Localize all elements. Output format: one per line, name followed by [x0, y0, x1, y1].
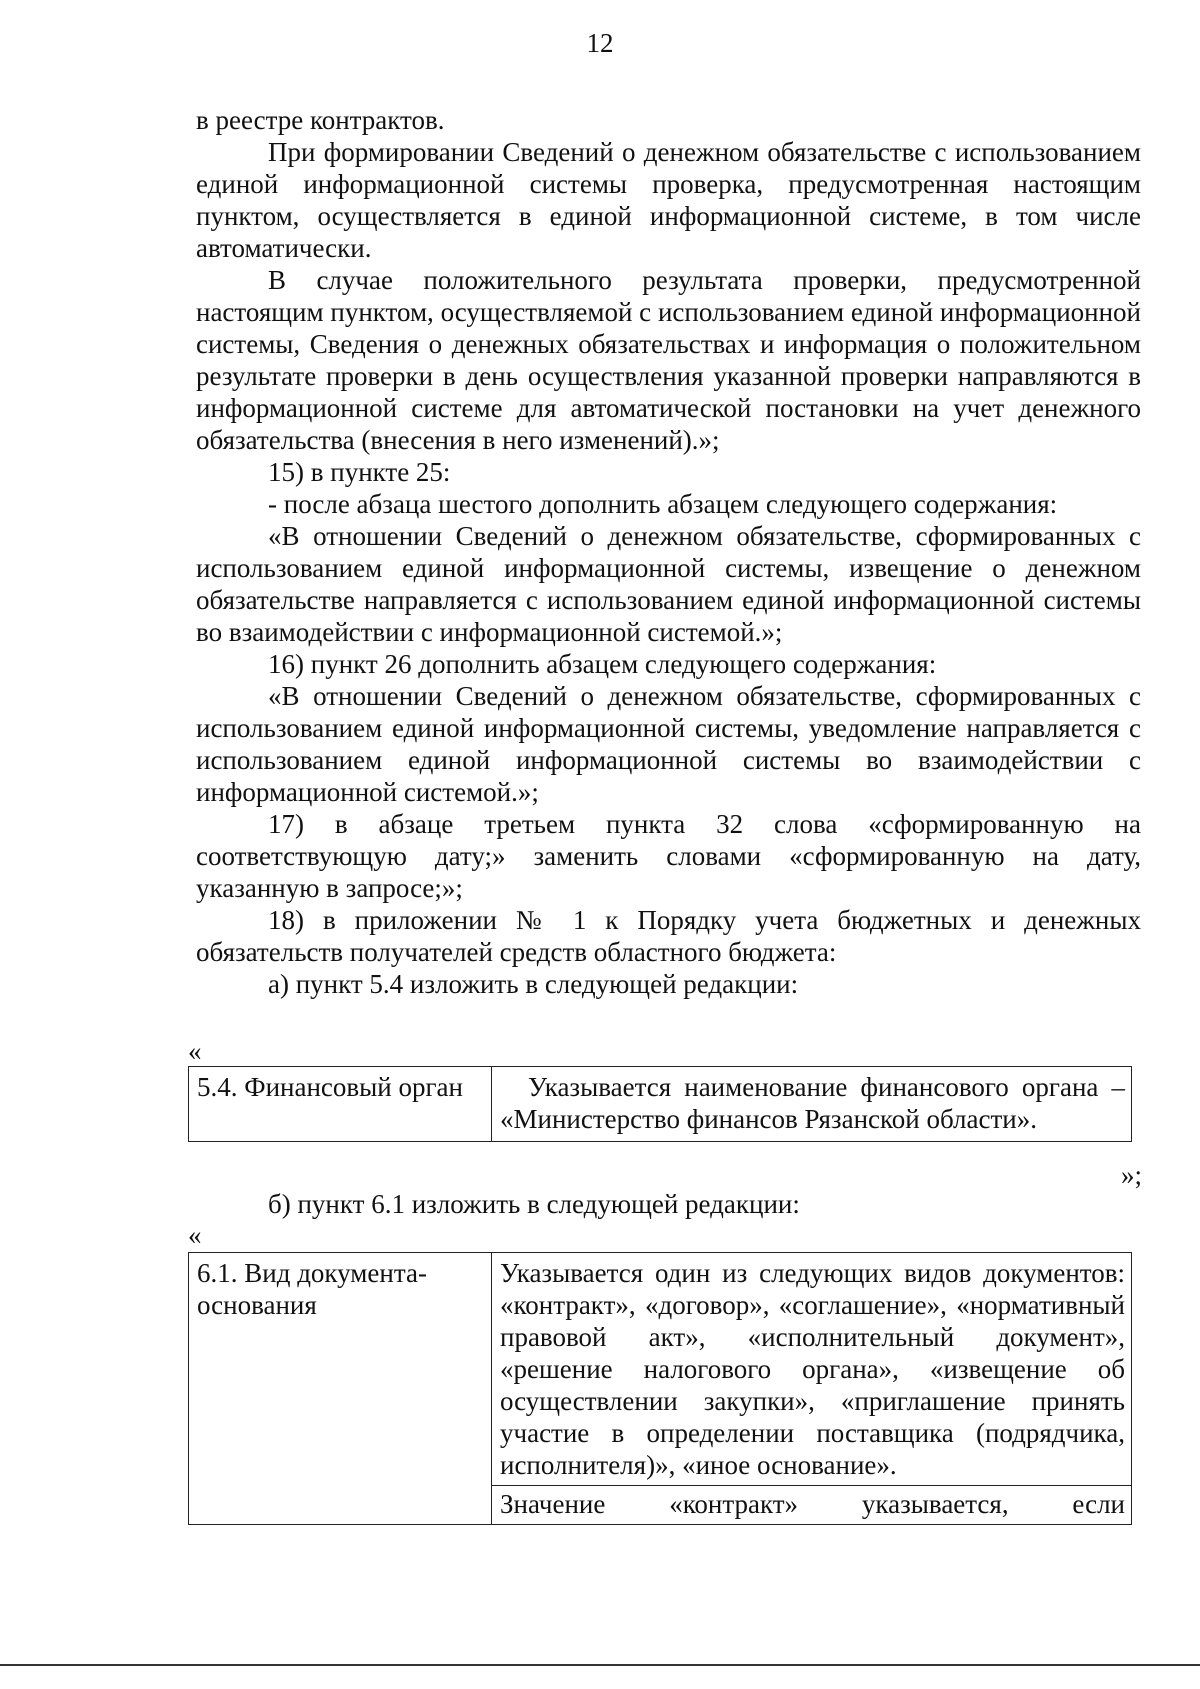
table-cell-value: Указывается один из следующих видов документов: «контракт», «договор», «соглашение», «нормативный правовой акт», «исполнительный документ», «решение налогового органа», «извещение об осуществлении закупки», «приглашение принять участие в определении поставщика (подрядчика, исполнителя)», «иное основание». — [500, 1258, 1125, 1480]
page-bottom-rule — [0, 1664, 1200, 1666]
page-number: 12 — [586, 28, 614, 58]
paragraph: 17) в абзаце третьем пункта 32 слова «сформированную на соответствующую дату;» заменить словами «сформированную на дату, указанную в запросе;»; — [196, 809, 1141, 903]
paragraph: 16) пункт 26 дополнить абзацем следующего содержания: — [268, 649, 937, 679]
quote-open-mark: « — [188, 1036, 202, 1066]
table-cell-label: 5.4. Финансовый орган — [189, 1067, 492, 1142]
table-cell-value-wrapper — [492, 1253, 1132, 1525]
paragraph: «В отношении Сведений о денежном обязательстве, сформированных с использованием единой информационной системы, уведомление направляется с использованием единой информационной системы во взаимодействии с информационной системой.»; — [196, 681, 1141, 807]
subsection-heading: б) пункт 6.1 изложить в следующей редакции: — [268, 1189, 800, 1219]
quote-close-mark: »; — [1120, 1160, 1142, 1190]
paragraph: - после абзаца шестого дополнить абзацем следующего содержания: — [268, 489, 1058, 519]
paragraph: в реестре контрактов. — [196, 105, 445, 135]
table-item-6-1 — [188, 1252, 1132, 1525]
table-row — [189, 1067, 1132, 1142]
table-cell-value: Указывается наименование финансового органа – «Министерство финансов Рязанской области». — [492, 1067, 1132, 1142]
paragraph: «В отношении Сведений о денежном обязательстве, сформированных с использованием единой информационной системы, извещение о денежном обязательстве направляется с использованием единой информационной системы во взаимодействии с информационной системой.»; — [196, 521, 1141, 647]
paragraph: При формировании Сведений о денежном обязательстве с использованием единой информационной системы проверка, предусмотренная настоящим пунктом, осуществляется в единой информационной системе, в том числе автоматически. — [196, 137, 1141, 263]
quote-open-mark: « — [188, 1220, 202, 1250]
table-row — [189, 1253, 1132, 1525]
paragraph: 18) в приложении № 1 к Порядку учета бюджетных и денежных обязательств получателей средств областного бюджета: — [196, 905, 1141, 967]
table-cell-value-continued: Значение «контракт» указывается, если — [492, 1485, 1131, 1524]
table-cell-label: 6.1. Вид документа-основания — [189, 1253, 492, 1525]
paragraph: 15) в пункте 25: — [268, 457, 451, 487]
table-item-5-4 — [188, 1066, 1132, 1142]
paragraph: В случае положительного результата проверки, предусмотренной настоящим пунктом, осуществляемой с использованием единой информационной системы, Сведения о денежных обязательствах и информация о положительном результате проверки в день осуществления указанной проверки направляются в информационной системе для автоматической постановки на учет денежного обязательства (внесения в него изменений).»; — [196, 265, 1141, 455]
document-body — [196, 104, 1141, 1000]
paragraph: а) пункт 5.4 изложить в следующей редакции: — [268, 969, 799, 999]
